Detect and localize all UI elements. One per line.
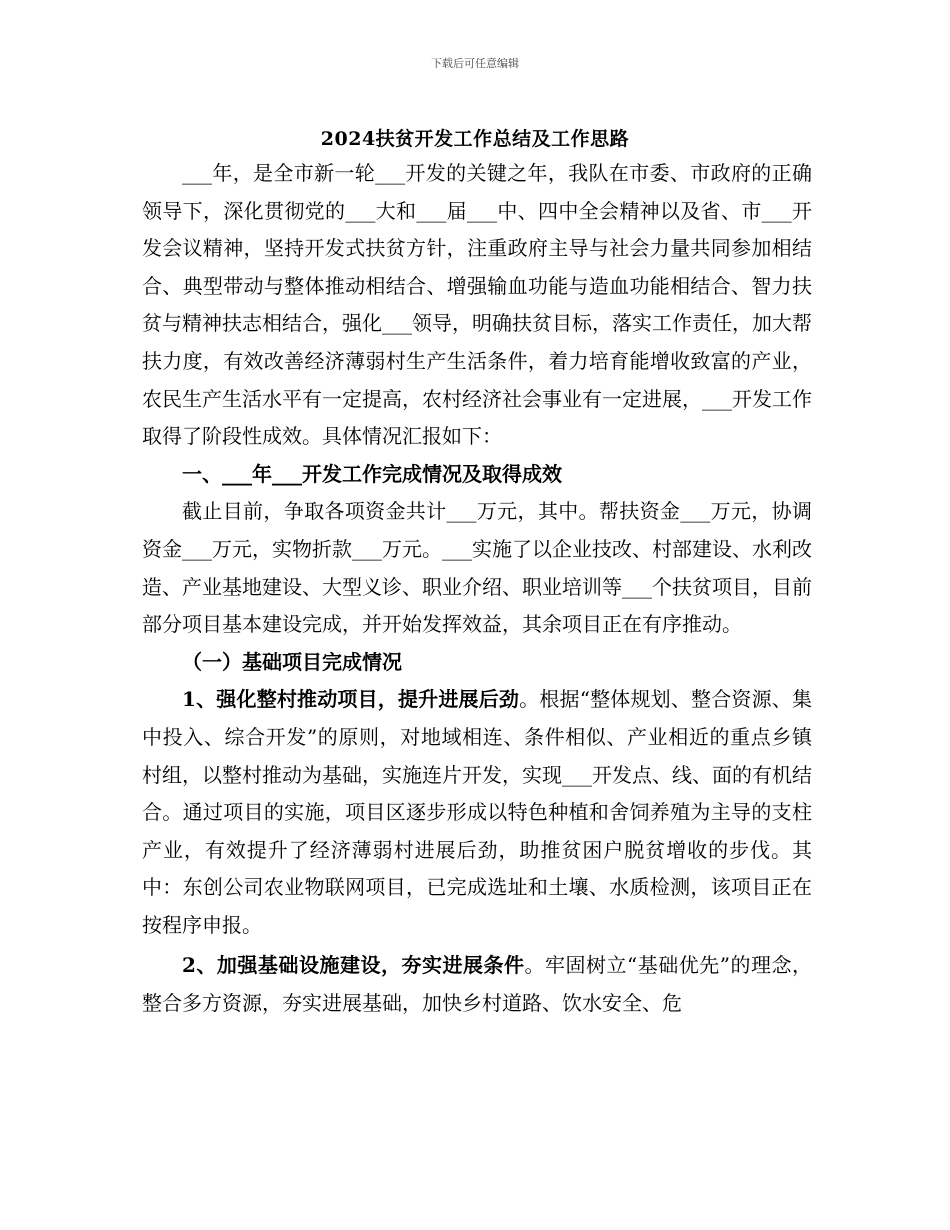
subsection-heading-1: （一）基础项目完成情况: [182, 649, 402, 674]
intro-paragraph: ___年，是全市新一轮___开发的关键之年，我队在市委、市政府的正确领导下，深化贯彻党的___大和___届___中、四中全会精神以及省、市___开发会议精神，坚持开发式扶贫方针，注重政府主导与社会力量共同参加相结合、典型带动与整体推动相结合、增强输血功能与造血功能相结合、智力扶贫与精神扶志相结合，强化___领导，明确扶贫目标，落实工作责任，加大帮扶力度，有效改善经济薄弱村生产生活条件，着力培育能增收致富的产业，农民生产生活水平有一定提高，农村经济社会事业有一定进展，___开发工作取得了阶段性成效。具体情况汇报如下：: [142, 161, 812, 449]
section-heading-1: 一、___年___开发工作完成情况及取得成效: [182, 461, 562, 486]
document-body: [142, 155, 812, 1023]
page-header: 下载后可任意编辑: [431, 57, 519, 70]
document-title: 2024扶贫开发工作总结及工作思路: [320, 128, 630, 150]
item-2-lead: 2、加强基础设施建设，夯实进展条件: [182, 953, 525, 978]
item-2-body: 。牢固树立“基础优先”的理念，整合多方资源，夯实进展基础，加快乡村道路、饮水安全、危: [142, 953, 812, 1016]
item-1-body: 。根据“整体规划、整合资源、集中投入、综合开发”的原则，对地域相连、条件相似、产业相近的重点乡镇村组，以整村推动为基础，实施连片开发，实现___开发点、线、面的有机结合。通过项目的实施，项目区逐步形成以特色种植和舍饲养殖为主导的支柱产业，有效提升了经济薄弱村进展后劲，助推贫困户脱贫增收的步伐。其中：东创公司农业物联网项目，已完成选址和土壤、水质检测，该项目正在按程序申报。: [142, 687, 812, 937]
item-1-lead: 1、强化整村推动项目，提升进展后劲: [182, 687, 520, 712]
funding-paragraph: 截止目前，争取各项资金共计___万元，其中。帮扶资金___万元，协调资金___万元，实物折款___万元。___实施了以企业技改、村部建设、水利改造、产业基地建设、大型义诊、职业介绍、职业培训等___个扶贫项目，目前部分项目基本建设完成，并开始发挥效益，其余项目正在有序推动。: [142, 499, 812, 637]
item-2-paragraph: [142, 947, 812, 1022]
item-1-paragraph: [142, 681, 812, 944]
